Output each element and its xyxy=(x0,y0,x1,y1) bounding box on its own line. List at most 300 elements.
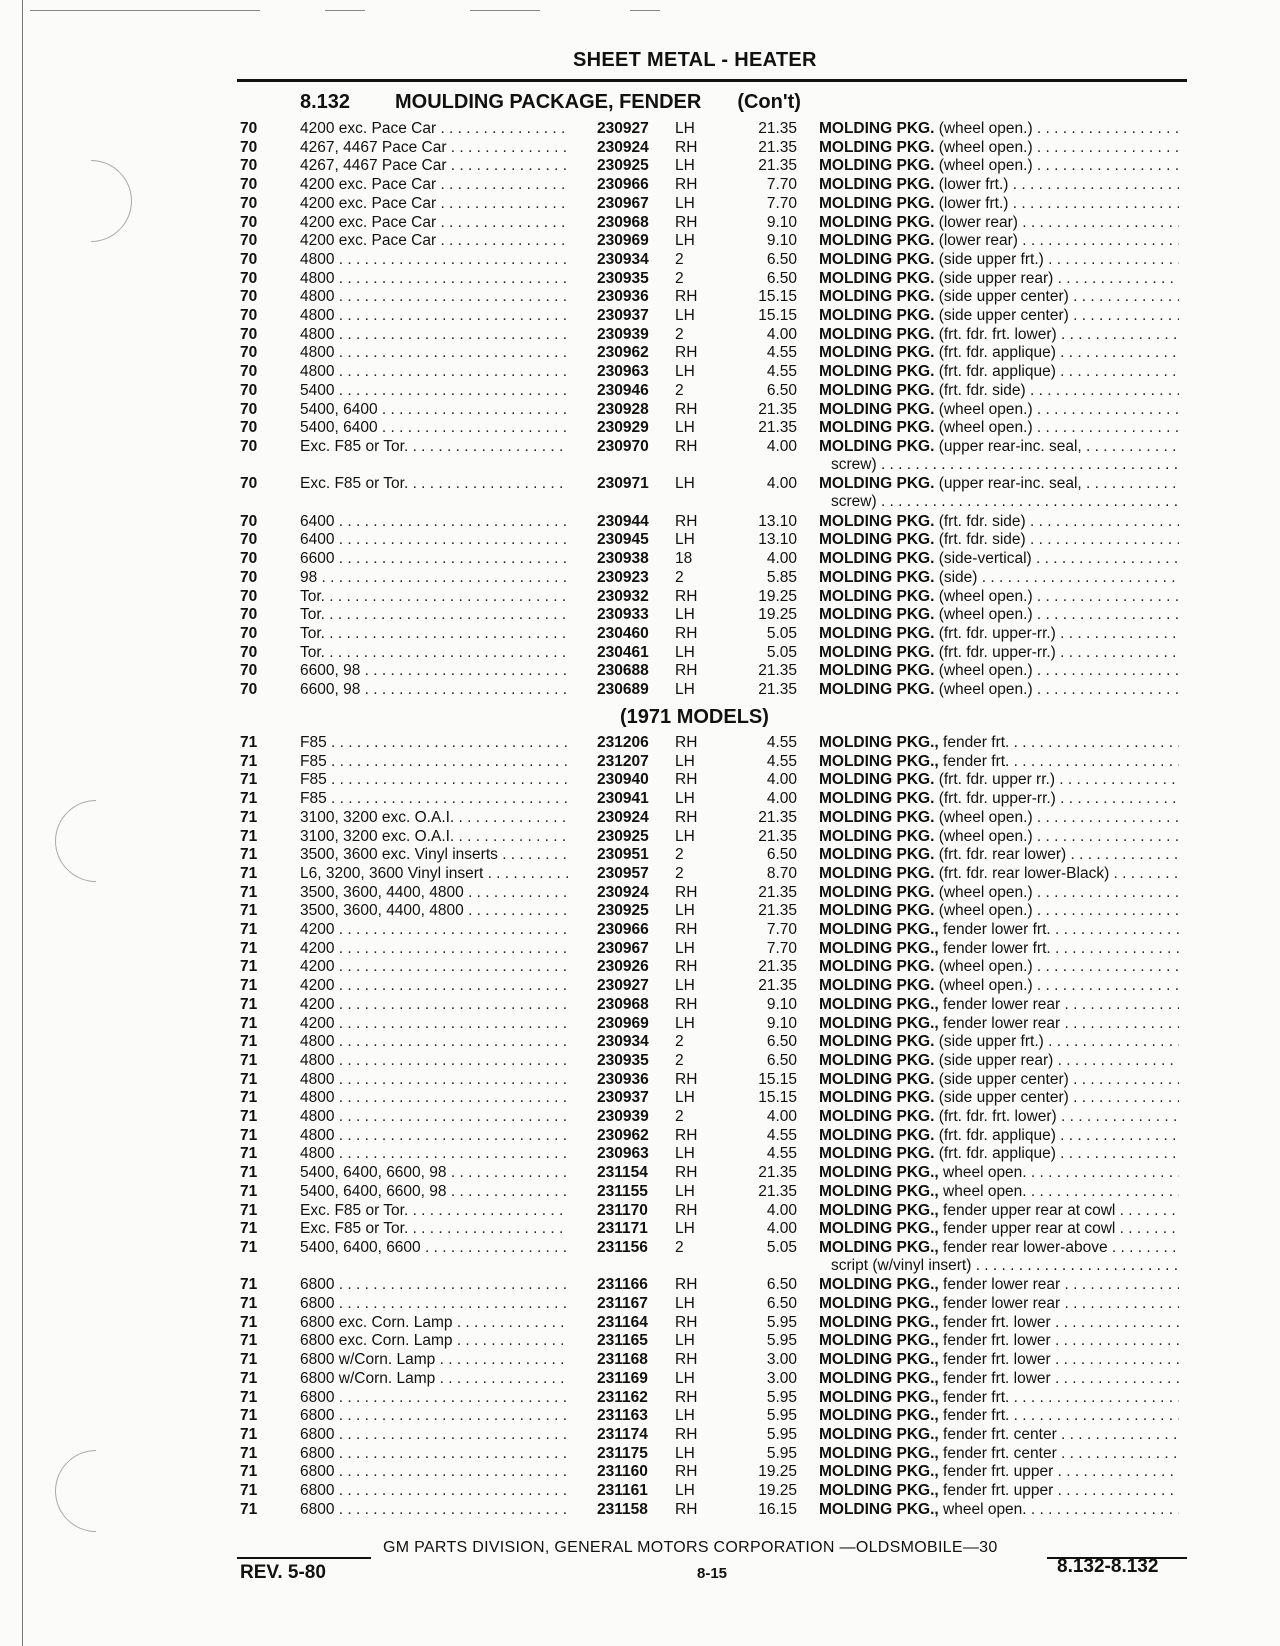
cell-side: LH xyxy=(675,1182,695,1200)
cell-app: 6800 exc. Corn. Lamp . . . xyxy=(300,1331,568,1350)
cell-year: 70 xyxy=(240,213,258,231)
table-row xyxy=(0,1462,1280,1481)
page-number: 8-15 xyxy=(697,1565,728,1582)
cell-description xyxy=(819,343,1179,362)
footer-publisher: GM PARTS DIVISION, GENERAL MOTORS CORPORATION —OLDSMOBILE—30 xyxy=(383,1539,998,1556)
cell-part: 231161 xyxy=(597,1482,648,1499)
cell-description xyxy=(819,549,1179,568)
table-row xyxy=(0,789,1280,808)
cell-year: 71 xyxy=(240,827,258,845)
description-prefix: MOLDING PKG., xyxy=(819,1407,939,1425)
description-prefix: MOLDING PKG., xyxy=(819,1463,939,1481)
cell-description xyxy=(819,437,1179,456)
cell-side: LH xyxy=(675,977,695,995)
cell-description xyxy=(819,1425,1179,1444)
cell-part: 230929 xyxy=(597,419,649,437)
table-row xyxy=(0,231,1280,250)
cell-app: Exc. F85 or Tor. . . . xyxy=(300,1219,568,1238)
cell-part: 230937 xyxy=(597,1089,649,1107)
cell-description xyxy=(819,1369,1179,1388)
cell-year: 71 xyxy=(240,1182,258,1200)
cell-app: 6800 . . . xyxy=(300,1406,568,1425)
cell-app: Tor. . . . xyxy=(300,587,568,606)
cell-year: 70 xyxy=(240,624,258,642)
cell-price: 7.70 xyxy=(766,194,797,212)
table-row xyxy=(0,119,1280,138)
description-prefix: MOLDING PKG. xyxy=(819,512,935,530)
description-prefix: MOLDING PKG. xyxy=(819,344,935,362)
table-row xyxy=(0,1219,1280,1238)
section-name: MOULDING PACKAGE, FENDER xyxy=(395,91,702,113)
table-row xyxy=(0,437,1280,456)
cell-price: 7.70 xyxy=(766,939,797,957)
description-text: fender lower frt. xyxy=(943,939,1051,957)
description-text: (frt. fdr. upper-rr.) xyxy=(938,643,1056,661)
cell-description xyxy=(819,1182,1179,1201)
cell-year: 71 xyxy=(240,1425,258,1443)
cell-app: 5400, 6400 . . . xyxy=(300,400,568,419)
cell-part: 230932 xyxy=(597,587,649,605)
cell-description xyxy=(819,138,1179,157)
cell-price: 9.10 xyxy=(766,232,797,250)
cell-side: LH xyxy=(675,1332,695,1350)
cell-part: 230945 xyxy=(597,531,649,549)
cell-side: LH xyxy=(675,194,695,212)
cell-price: 4.00 xyxy=(766,1201,797,1219)
description-text: fender frt. xyxy=(943,752,1010,770)
cell-side: RH xyxy=(675,344,698,362)
cell-price: 21.35 xyxy=(758,138,797,156)
cell-price: 4.55 xyxy=(766,344,797,362)
cell-side: LH xyxy=(675,902,695,920)
cell-year: 70 xyxy=(240,681,258,698)
cell-year: 71 xyxy=(240,1051,258,1069)
cell-app: Exc. F85 or Tor. . . . xyxy=(300,1201,568,1220)
cell-description xyxy=(819,194,1179,213)
description-prefix: MOLDING PKG. xyxy=(819,194,935,212)
cell-description xyxy=(819,1313,1179,1332)
cell-year: 71 xyxy=(240,1407,258,1425)
description-text: (frt. fdr. rear lower-Black) xyxy=(938,864,1110,882)
cell-description xyxy=(819,883,1179,902)
cell-description xyxy=(819,1014,1179,1033)
cell-year: 70 xyxy=(240,232,258,250)
cell-price: 16.15 xyxy=(758,1500,797,1518)
cell-side: RH xyxy=(675,400,698,418)
cell-year: 70 xyxy=(240,606,258,624)
cell-app: 5400, 6400, 6600, 98 . . . xyxy=(300,1182,568,1201)
cell-part: 230966 xyxy=(597,921,649,938)
description-text: fender frt. center xyxy=(943,1444,1057,1462)
cell-part: 230460 xyxy=(597,624,649,642)
description-prefix: MOLDING PKG. xyxy=(819,232,935,250)
cell-app: Tor. . . . xyxy=(300,605,568,624)
cell-description xyxy=(819,752,1179,771)
table-row xyxy=(0,1163,1280,1182)
cell-price: 6.50 xyxy=(766,1295,797,1312)
cell-part: 231175 xyxy=(597,1444,648,1462)
table-row xyxy=(0,362,1280,381)
description-text: (side upper center) xyxy=(938,1070,1069,1088)
description-prefix: MOLDING PKG. xyxy=(819,1126,935,1144)
cell-year: 71 xyxy=(240,921,258,938)
description-prefix: MOLDING PKG., xyxy=(819,1369,939,1387)
cell-part: 230963 xyxy=(597,1145,649,1163)
cell-price: 4.00 xyxy=(766,1108,797,1125)
cell-price: 4.00 xyxy=(766,550,797,568)
cell-side: LH xyxy=(675,939,695,957)
cell-price: 9.10 xyxy=(766,213,797,231)
cell-side: LH xyxy=(675,120,695,137)
table-row xyxy=(0,568,1280,587)
cell-part: 230925 xyxy=(597,902,649,920)
cell-year: 70 xyxy=(240,400,258,418)
cell-app: 4800 . . . xyxy=(300,250,568,269)
cell-price: 4.00 xyxy=(766,790,797,808)
description-prefix: MOLDING PKG. xyxy=(819,808,935,826)
table-row xyxy=(0,770,1280,789)
cell-year: 70 xyxy=(240,325,258,343)
cell-app: 4800 . . . xyxy=(300,306,568,325)
description-prefix: MOLDING PKG., xyxy=(819,1351,939,1369)
cell-side: LH xyxy=(675,1482,695,1499)
section-continued: (Con't) xyxy=(737,91,801,113)
description-text: wheel open. xyxy=(943,1164,1027,1182)
cell-part: 231166 xyxy=(597,1276,648,1294)
cell-year: 71 xyxy=(240,1444,258,1462)
cell-year: 71 xyxy=(240,995,258,1013)
cell-side: RH xyxy=(675,1276,698,1294)
cell-app: 3100, 3200 exc. O.A.I. . . . xyxy=(300,808,568,827)
cell-part: 230969 xyxy=(597,1014,649,1032)
cell-app: 4200 exc. Pace Car . . . xyxy=(300,175,568,194)
cell-part: 231167 xyxy=(597,1295,648,1312)
cell-year: 70 xyxy=(240,643,258,661)
cell-description xyxy=(819,1126,1179,1145)
description-text: wheel open. xyxy=(943,1182,1027,1200)
cell-price: 5.95 xyxy=(766,1388,797,1406)
cell-description xyxy=(819,1070,1179,1089)
cell-side: LH xyxy=(675,157,695,175)
cell-year: 71 xyxy=(240,883,258,901)
scan-artifact xyxy=(30,10,260,11)
cell-app: 6400 . . . xyxy=(300,512,568,531)
cell-description xyxy=(819,1088,1179,1107)
cell-description xyxy=(819,680,1179,699)
description-prefix: MOLDING PKG. xyxy=(819,771,935,789)
cell-description xyxy=(819,1444,1179,1463)
cell-price: 21.35 xyxy=(758,157,797,175)
cell-price: 21.35 xyxy=(758,120,797,137)
description-prefix: MOLDING PKG., xyxy=(819,734,939,751)
table-row xyxy=(0,939,1280,958)
cell-app: 4800 . . . xyxy=(300,343,568,362)
cell-year: 70 xyxy=(240,307,258,324)
cell-year: 71 xyxy=(240,1220,258,1238)
footer-rule-left xyxy=(237,1557,371,1559)
cell-app: Exc. F85 or Tor. . . . xyxy=(300,474,568,493)
cell-app: 4800 . . . xyxy=(300,1032,568,1051)
cell-side: LH xyxy=(675,1220,695,1238)
cell-app: 4800 . . . xyxy=(300,269,568,288)
table-row xyxy=(0,1238,1280,1257)
description-prefix: MOLDING PKG. xyxy=(819,1070,935,1088)
cell-part: 230934 xyxy=(597,250,649,268)
cell-year: 70 xyxy=(240,568,258,586)
cell-description xyxy=(819,643,1179,662)
cell-app: 4200 exc. Pace Car . . . xyxy=(300,194,568,213)
cell-year: 70 xyxy=(240,512,258,530)
cell-app: Tor. . . . xyxy=(300,643,568,662)
cell-description xyxy=(819,605,1179,624)
description-text: (wheel open.) xyxy=(938,157,1033,175)
cell-side: 2 xyxy=(675,568,684,586)
cell-price: 15.15 xyxy=(758,1070,797,1088)
cell-app: Exc. F85 or Tor. . . . xyxy=(300,437,568,456)
cell-description xyxy=(819,920,1179,939)
cell-side: RH xyxy=(675,808,698,826)
cell-app: F85 . . . xyxy=(300,770,568,789)
cell-description xyxy=(819,175,1179,194)
cell-app: 6800 . . . xyxy=(300,1388,568,1407)
description-prefix: MOLDING PKG. xyxy=(819,1145,935,1163)
table-row xyxy=(0,752,1280,771)
table-row xyxy=(0,1032,1280,1051)
cell-description xyxy=(819,1051,1179,1070)
cell-side: RH xyxy=(675,771,698,789)
description-text: (upper rear-inc. seal, xyxy=(938,437,1082,455)
cell-price: 6.50 xyxy=(766,846,797,864)
cell-description xyxy=(819,269,1179,288)
cell-year: 71 xyxy=(240,1351,258,1369)
cell-app: 6600 . . . xyxy=(300,549,568,568)
cell-description xyxy=(819,1350,1179,1369)
cell-part: 230970 xyxy=(597,437,649,455)
cell-price: 4.55 xyxy=(766,734,797,751)
cell-part: 230934 xyxy=(597,1033,649,1051)
description-prefix: MOLDING PKG., xyxy=(819,1238,939,1256)
description-text: (wheel open.) xyxy=(938,681,1033,698)
table-row xyxy=(0,381,1280,400)
cell-side: RH xyxy=(675,1313,698,1331)
cell-part: 230957 xyxy=(597,864,649,882)
description-prefix: MOLDING PKG. xyxy=(819,1108,935,1125)
cell-year: 70 xyxy=(240,120,258,137)
cell-description xyxy=(819,1481,1179,1500)
cell-price: 21.35 xyxy=(758,662,797,680)
cell-side: LH xyxy=(675,232,695,250)
cell-description xyxy=(819,1500,1179,1519)
cell-price: 15.15 xyxy=(758,288,797,306)
table-row xyxy=(0,957,1280,976)
cell-description xyxy=(819,213,1179,232)
cell-description xyxy=(819,231,1179,250)
cell-year: 71 xyxy=(240,1500,258,1518)
cell-year: 70 xyxy=(240,250,258,268)
cell-year: 71 xyxy=(240,1033,258,1051)
cell-price: 5.05 xyxy=(766,1238,797,1256)
description-prefix: MOLDING PKG., xyxy=(819,1295,939,1312)
description-text: (wheel open.) xyxy=(938,977,1033,995)
cell-app: 6800 . . . xyxy=(300,1500,568,1519)
description-text: (side-vertical) xyxy=(938,550,1032,568)
table-row xyxy=(0,1144,1280,1163)
description-prefix: MOLDING PKG. xyxy=(819,325,935,343)
cell-year: 71 xyxy=(240,1482,258,1499)
cell-side: RH xyxy=(675,995,698,1013)
description-prefix: MOLDING PKG. xyxy=(819,176,935,194)
scan-artifact xyxy=(325,10,365,11)
cell-price: 6.50 xyxy=(766,1033,797,1051)
description-text: fender frt. lower xyxy=(943,1313,1051,1331)
cell-app: 5400 . . . xyxy=(300,381,568,400)
table-row xyxy=(0,827,1280,846)
cell-price: 6.50 xyxy=(766,381,797,399)
description-text: (lower rear) xyxy=(938,232,1018,250)
cell-side: 2 xyxy=(675,325,684,343)
description-prefix: MOLDING PKG. xyxy=(819,550,935,568)
description-text: (side upper rear) xyxy=(938,1051,1054,1069)
description-continuation: screw) . . . xyxy=(831,455,1179,474)
cell-side: RH xyxy=(675,958,698,976)
description-prefix: MOLDING PKG. xyxy=(819,662,935,680)
table-row xyxy=(0,680,1280,699)
cell-app: 4800 . . . xyxy=(300,1107,568,1126)
cell-part: 230688 xyxy=(597,662,649,680)
cell-part: 230966 xyxy=(597,176,649,194)
cell-part: 231207 xyxy=(597,752,649,770)
cell-year: 70 xyxy=(240,437,258,455)
table-row xyxy=(0,1313,1280,1332)
table-row xyxy=(0,474,1280,493)
cell-app: 4800 . . . xyxy=(300,1070,568,1089)
cell-description xyxy=(819,1163,1179,1182)
cell-description xyxy=(819,325,1179,344)
cell-part: 231169 xyxy=(597,1369,648,1387)
cell-side: 2 xyxy=(675,864,684,882)
cell-side: RH xyxy=(675,587,698,605)
cell-side: RH xyxy=(675,288,698,306)
cell-year: 70 xyxy=(240,419,258,437)
description-text: (frt. fdr. upper rr.) xyxy=(938,771,1055,789)
cell-description xyxy=(819,381,1179,400)
description-text: (side upper rear) xyxy=(938,269,1054,287)
cell-year: 71 xyxy=(240,958,258,976)
cell-year: 71 xyxy=(240,1201,258,1219)
description-prefix: MOLDING PKG. xyxy=(819,269,935,287)
cell-part: 230968 xyxy=(597,995,649,1013)
cell-description xyxy=(819,995,1179,1014)
description-prefix: MOLDING PKG. xyxy=(819,883,935,901)
cell-side: RH xyxy=(675,1500,698,1518)
description-prefix: MOLDING PKG., xyxy=(819,1500,939,1518)
description-text: (frt. fdr. applique) xyxy=(938,1126,1056,1144)
table-row xyxy=(0,400,1280,419)
table-row xyxy=(0,864,1280,883)
description-prefix: MOLDING PKG. xyxy=(819,643,935,661)
cell-price: 19.25 xyxy=(758,606,797,624)
cell-app: 4800 . . . xyxy=(300,1051,568,1070)
description-prefix: MOLDING PKG. xyxy=(819,568,935,586)
cell-price: 4.55 xyxy=(766,363,797,381)
cell-price: 6.50 xyxy=(766,1276,797,1294)
description-prefix: MOLDING PKG. xyxy=(819,307,935,324)
cell-description xyxy=(819,1107,1179,1126)
cell-price: 13.10 xyxy=(758,531,797,549)
table-row xyxy=(0,587,1280,606)
cell-side: RH xyxy=(675,213,698,231)
cell-app: 4800 . . . xyxy=(300,287,568,306)
description-text: (frt. fdr. upper-rr.) xyxy=(938,624,1056,642)
cell-side: LH xyxy=(675,643,695,661)
cell-description xyxy=(819,1032,1179,1051)
cell-year: 71 xyxy=(240,1276,258,1294)
cell-part: 230937 xyxy=(597,307,649,324)
cell-year: 71 xyxy=(240,1014,258,1032)
description-prefix: MOLDING PKG. xyxy=(819,419,935,437)
cell-side: RH xyxy=(675,624,698,642)
table-row xyxy=(0,306,1280,325)
cell-part: 231206 xyxy=(597,734,649,751)
description-prefix: MOLDING PKG. xyxy=(819,606,935,624)
cell-year: 71 xyxy=(240,771,258,789)
cell-price: 6.50 xyxy=(766,269,797,287)
description-prefix: MOLDING PKG. xyxy=(819,958,935,976)
table-row xyxy=(0,530,1280,549)
cell-description xyxy=(819,624,1179,643)
cell-part: 230689 xyxy=(597,681,649,698)
cell-price: 4.55 xyxy=(766,1126,797,1144)
table-row xyxy=(0,325,1280,344)
description-continuation: screw) . . . xyxy=(831,492,1179,511)
cell-price: 6.50 xyxy=(766,250,797,268)
cell-price: 5.95 xyxy=(766,1407,797,1425)
table-row xyxy=(0,1369,1280,1388)
cell-description xyxy=(819,1331,1179,1350)
table-row xyxy=(0,643,1280,662)
description-text: (wheel open.) xyxy=(938,662,1033,680)
cell-part: 231168 xyxy=(597,1351,648,1369)
cell-side: 2 xyxy=(675,1051,684,1069)
description-prefix: MOLDING PKG. xyxy=(819,790,935,808)
description-text: (lower frt.) xyxy=(938,176,1009,194)
description-prefix: MOLDING PKG., xyxy=(819,1425,939,1443)
cell-part: 230935 xyxy=(597,269,649,287)
table-row xyxy=(0,661,1280,680)
cell-description xyxy=(819,1406,1179,1425)
cell-app: F85 . . . xyxy=(300,789,568,808)
cell-side: LH xyxy=(675,1145,695,1163)
cell-part: 230461 xyxy=(597,643,649,661)
cell-app: 6800 . . . xyxy=(300,1294,568,1313)
cell-side: RH xyxy=(675,1164,698,1182)
cell-part: 230944 xyxy=(597,512,649,530)
description-text: fender frt. xyxy=(943,1388,1010,1406)
description-prefix: MOLDING PKG. xyxy=(819,531,935,549)
table-row xyxy=(0,1201,1280,1220)
description-prefix: MOLDING PKG., xyxy=(819,1164,939,1182)
table-row xyxy=(0,1388,1280,1407)
cell-side: LH xyxy=(675,1369,695,1387)
cell-price: 5.95 xyxy=(766,1444,797,1462)
description-text: fender rear lower-above xyxy=(943,1238,1108,1256)
cell-side: RH xyxy=(675,138,698,156)
cell-part: 230939 xyxy=(597,1108,649,1125)
cell-side: LH xyxy=(675,1089,695,1107)
cell-year: 71 xyxy=(240,1463,258,1481)
description-text: (frt. fdr. applique) xyxy=(938,363,1056,381)
cell-price: 21.35 xyxy=(758,827,797,845)
